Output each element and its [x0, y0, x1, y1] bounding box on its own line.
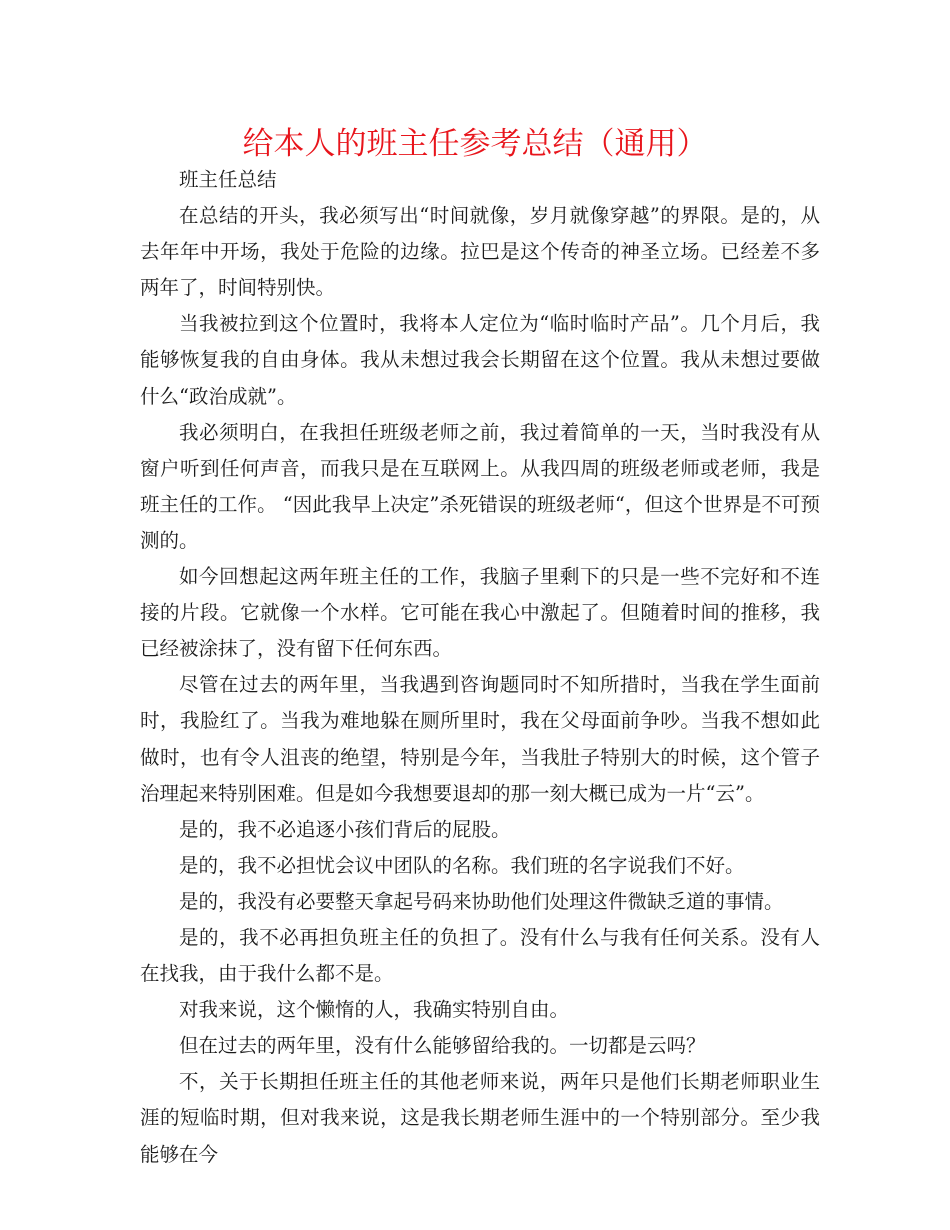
paragraph: 当我被拉到这个位置时，我将本人定位为“临时临时产品”。几个月后，我能够恢复我的自由身体。我从未想过我会长期留在这个位置。我从未想过要做什么“政治成就”。	[140, 312, 820, 408]
document-title: 给本人的班主任参考总结（通用）	[242, 126, 708, 162]
paragraph: 是的，我不必担忧会议中团队的名称。我们班的名字说我们不好。	[179, 853, 745, 877]
paragraph: 是的，我没有必要整天拿起号码来协助他们处理这件微缺乏道的事情。	[179, 889, 784, 913]
paragraph: 如今回想起这两年班主任的工作，我脑子里剩下的只是一些不完好和不连接的片段。它就像一个水样。它可能在我心中激起了。但随着时间的推移，我已经被涂抹了，没有留下任何东西。	[140, 565, 820, 661]
paragraph: 尽管在过去的两年里，当我遇到咨询题同时不知所措时，当我在学生面前时，我脸红了。当我为难地躲在厕所里时，我在父母面前争吵。当我不想如此做时，也有令人沮丧的绝望，特别是今年，当我肚子特别大的时候，这个管子治理起来特别困难。但是如今我想要退却的那一刻大概已成为一片“云”。	[140, 673, 820, 805]
paragraph: 是的，我不必追逐小孩们背后的屁股。	[179, 817, 511, 841]
paragraph: 对我来说，这个懒惰的人，我确实特别自由。	[179, 998, 570, 1022]
paragraph: 班主任总结	[179, 168, 277, 191]
document-body	[140, 162, 820, 1173]
paragraph: 在总结的开头，我必须写出“时间就像，岁月就像穿越”的界限。是的，从去年年中开场，我处于危险的边缘。拉巴是这个传奇的神圣立场。已经差不多两年了，时间特别快。	[140, 204, 820, 300]
paragraph: 不，关于长期担任班主任的其他老师来说，两年只是他们长期老师职业生涯的短临时期，但对我来说，这是我长期老师生涯中的一个特别部分。至少我能够在今	[140, 1070, 820, 1166]
paragraph: 是的，我不必再担负班主任的负担了。没有什么与我有任何关系。没有人在找我，由于我什么都不是。	[140, 925, 820, 986]
paragraph: 我必须明白，在我担任班级老师之前，我过着简单的一天，当时我没有从窗户听到任何声音，而我只是在互联网上。从我四周的班级老师或老师，我是班主任的工作。 “因此我早上决定”杀死错误的班级老师“，但这个世界是不可预测的。	[140, 420, 820, 552]
paragraph: 但在过去的两年里，没有什么能够留给我的。一切都是云吗？	[179, 1034, 706, 1058]
